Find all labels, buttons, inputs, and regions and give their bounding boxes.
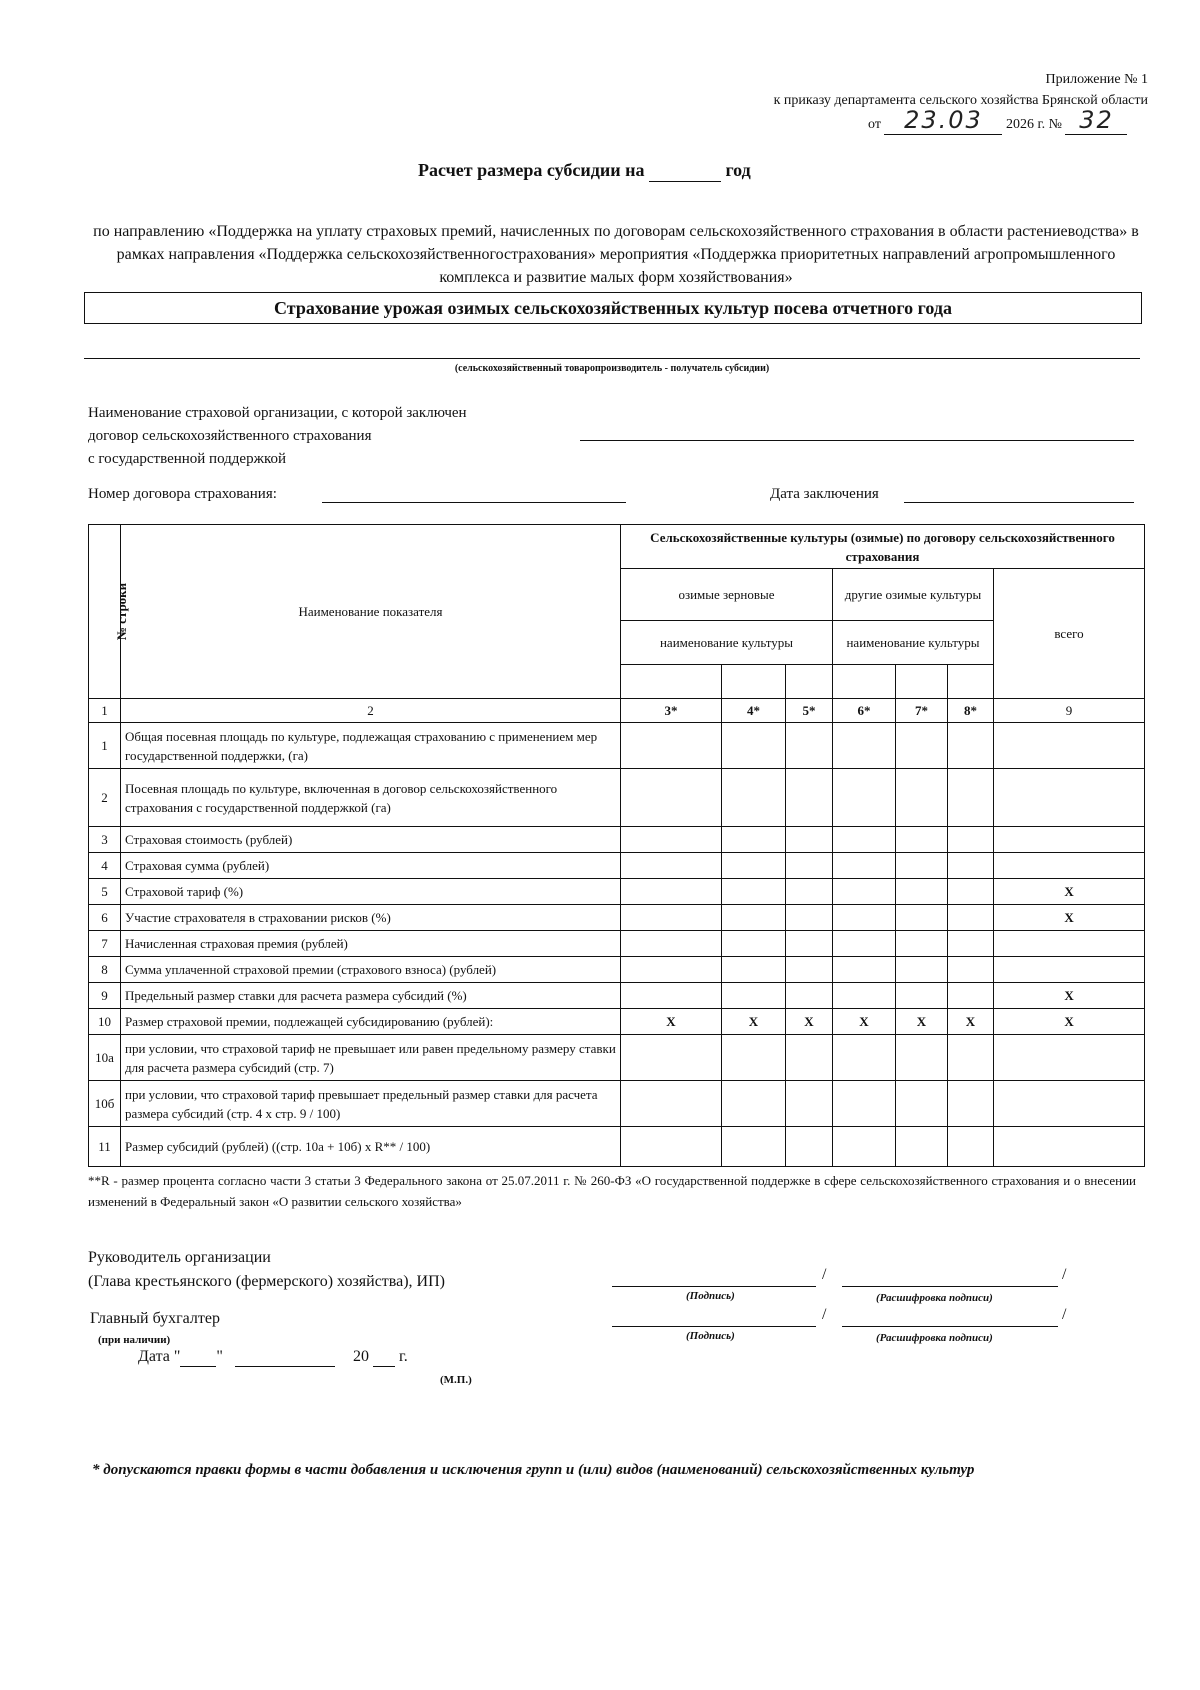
value-cell[interactable]: [621, 957, 722, 983]
row-indicator: при условии, что страховой тариф превышает предельный размер ставки для расчета размера субсидий (стр. 4 х стр. 9 / 100): [121, 1081, 621, 1127]
header-total: всего: [994, 569, 1145, 699]
value-cell[interactable]: [994, 723, 1145, 769]
table-row: [89, 1127, 1145, 1167]
value-cell[interactable]: [948, 983, 994, 1009]
producer-line: [84, 358, 1140, 359]
row-indicator: Размер субсидий (рублей) ((стр. 10а + 10б) х R** / 100): [121, 1127, 621, 1167]
accountant-sign-caption: (Подпись): [686, 1330, 735, 1342]
value-cell[interactable]: [786, 853, 833, 879]
header-crop-name-grain: наименование культуры: [621, 621, 833, 665]
row-number: 1: [89, 723, 121, 769]
value-cell[interactable]: [786, 769, 833, 827]
value-cell: Х: [786, 1009, 833, 1035]
insurer-name-field[interactable]: [580, 440, 1134, 441]
value-cell[interactable]: [833, 1081, 896, 1127]
value-cell[interactable]: [896, 905, 948, 931]
value-cell[interactable]: [833, 769, 896, 827]
value-cell[interactable]: [786, 723, 833, 769]
crop-name-cell[interactable]: [833, 665, 896, 699]
value-cell[interactable]: [994, 769, 1145, 827]
value-cell[interactable]: [786, 1127, 833, 1167]
value-cell[interactable]: [948, 1081, 994, 1127]
value-cell: Х: [994, 1009, 1145, 1035]
value-cell[interactable]: [833, 983, 896, 1009]
value-cell[interactable]: [833, 1127, 896, 1167]
table-row: [89, 1009, 1145, 1035]
value-cell[interactable]: [722, 769, 786, 827]
value-cell[interactable]: [896, 931, 948, 957]
value-cell[interactable]: [786, 983, 833, 1009]
value-cell[interactable]: [833, 853, 896, 879]
contract-number-field[interactable]: [322, 502, 626, 503]
value-cell[interactable]: [786, 957, 833, 983]
row-number: 9: [89, 983, 121, 1009]
row-indicator: Предельный размер ставки для расчета размера субсидий (%): [121, 983, 621, 1009]
header-crop-name-other: наименование культуры: [833, 621, 994, 665]
value-cell[interactable]: [948, 1035, 994, 1081]
row-number: 10: [89, 1009, 121, 1035]
table-row: [89, 983, 1145, 1009]
row-indicator: Размер страховой премии, подлежащей субсидированию (рублей):: [121, 1009, 621, 1035]
value-cell[interactable]: [948, 931, 994, 957]
value-cell: Х: [948, 1009, 994, 1035]
value-cell[interactable]: [621, 723, 722, 769]
date-line: Дата " " 20 г.: [138, 1348, 408, 1365]
table-row: [89, 769, 1145, 827]
date-day-field[interactable]: [180, 1348, 216, 1367]
row-number: 4: [89, 853, 121, 879]
if-any-caption: (при наличии): [98, 1334, 171, 1346]
value-cell[interactable]: [722, 931, 786, 957]
accountant-slash-end: /: [1062, 1306, 1067, 1323]
row-indicator: Участие страхователя в страховании рисков (%): [121, 905, 621, 931]
date-prefix: от: [868, 117, 881, 132]
crop-name-cell[interactable]: [786, 665, 833, 699]
value-cell[interactable]: [896, 983, 948, 1009]
value-cell[interactable]: [786, 931, 833, 957]
header-other-winter: другие озимые культуры: [833, 569, 994, 621]
contract-date-field[interactable]: [904, 502, 1134, 503]
value-cell[interactable]: [994, 1035, 1145, 1081]
year-blank: [649, 160, 721, 182]
table-row: [89, 853, 1145, 879]
row-indicator: Страховая стоимость (рублей): [121, 827, 621, 853]
crop-name-cell[interactable]: [896, 665, 948, 699]
row-number: 6: [89, 905, 121, 931]
head-signature-field[interactable]: [612, 1286, 816, 1287]
head-sign-caption: (Подпись): [686, 1290, 735, 1302]
table-row: [89, 1081, 1145, 1127]
value-cell[interactable]: [621, 905, 722, 931]
value-cell[interactable]: [948, 905, 994, 931]
value-cell: Х: [994, 905, 1145, 931]
value-cell[interactable]: [722, 905, 786, 931]
value-cell[interactable]: [621, 1127, 722, 1167]
header-indicator: Наименование показателя: [121, 525, 621, 699]
row-indicator: Начисленная страховая премия (рублей): [121, 931, 621, 957]
value-cell[interactable]: [722, 879, 786, 905]
table-row: [89, 931, 1145, 957]
value-cell[interactable]: [994, 827, 1145, 853]
head-decode-caption: (Расшифровка подписи): [876, 1292, 993, 1304]
row-number: 7: [89, 931, 121, 957]
footnote-r: **R - размер процента согласно части 3 статьи 3 Федерального закона от 25.07.2011 г. № 260-ФЗ «О государственной поддержке в сфере сельскохозяйственного страхования и о внесении изменений в Федеральный закон «О развитии сельского хозяйства»: [88, 1173, 1136, 1209]
value-cell[interactable]: [948, 827, 994, 853]
value-cell[interactable]: [833, 879, 896, 905]
value-cell[interactable]: [786, 1035, 833, 1081]
value-cell[interactable]: [896, 853, 948, 879]
value-cell[interactable]: [833, 1035, 896, 1081]
table-body: [89, 723, 1145, 1167]
stamp-placeholder: (М.П.): [440, 1374, 472, 1386]
row-number: 11: [89, 1127, 121, 1167]
value-cell[interactable]: [948, 853, 994, 879]
value-cell[interactable]: [896, 723, 948, 769]
row-indicator: Страховой тариф (%): [121, 879, 621, 905]
head-decode-field[interactable]: [842, 1286, 1058, 1287]
head-signatory: Руководитель организации (Глава крестьянского (фермерского) хозяйства), ИП): [88, 1249, 445, 1290]
value-cell: Х: [833, 1009, 896, 1035]
header-winter-grain: озимые зерновые: [621, 569, 833, 621]
head-slash-end: /: [1062, 1266, 1067, 1283]
value-cell[interactable]: [948, 957, 994, 983]
value-cell[interactable]: [722, 1081, 786, 1127]
subsidy-table: [88, 524, 1145, 1167]
date-month-field[interactable]: [235, 1348, 335, 1367]
value-cell[interactable]: [833, 905, 896, 931]
row-indicator: Посевная площадь по культуре, включенная в договор сельскохозяйственного страхования с государственной поддержкой (га): [121, 769, 621, 827]
row-number: 10а: [89, 1035, 121, 1081]
table-row: [89, 879, 1145, 905]
value-cell[interactable]: [833, 931, 896, 957]
value-cell[interactable]: [994, 931, 1145, 957]
order-reference: к приказу департамента сельского хозяйства Брянской области: [773, 93, 1148, 108]
appendix-label: Приложение № 1: [1045, 72, 1148, 87]
order-date-handwritten: 23.03: [884, 106, 1002, 135]
table-row: [89, 723, 1145, 769]
accountant-signature-field[interactable]: [612, 1326, 816, 1327]
title-prefix: Расчет размера субсидии на: [418, 160, 645, 180]
date-year-field[interactable]: [373, 1348, 395, 1367]
crop-name-cell[interactable]: [722, 665, 786, 699]
producer-caption: (сельскохозяйственный товаропроизводитель - получатель субсидии): [454, 363, 770, 374]
value-cell[interactable]: [994, 957, 1145, 983]
row-number: 3: [89, 827, 121, 853]
bottom-note: * допускаются правки формы в части добавления и исключения групп и (или) видов (наименований) сельскохозяйственных культур: [92, 1462, 975, 1478]
value-cell[interactable]: [896, 827, 948, 853]
value-cell[interactable]: [722, 723, 786, 769]
accountant-decode-caption: (Расшифровка подписи): [876, 1332, 993, 1344]
value-cell: Х: [722, 1009, 786, 1035]
value-cell[interactable]: [722, 853, 786, 879]
order-year: 2026 г. №: [1005, 117, 1062, 132]
row-indicator: при условии, что страховой тариф не превышает или равен предельному размеру ставки для расчета размера субсидий (стр. 7): [121, 1035, 621, 1081]
head-slash: /: [822, 1266, 827, 1283]
insurance-type-box: Страхование урожая озимых сельскохозяйственных культур посева отчетного года: [84, 292, 1142, 324]
order-number-handwritten: 32: [1065, 106, 1127, 135]
value-cell[interactable]: [722, 1127, 786, 1167]
value-cell[interactable]: [786, 1081, 833, 1127]
program-description: по направлению «Поддержка на уплату страховых премий, начисленных по договорам сельскохозяйственного страхования в области растениеводства» в рамках направления «Поддержка сельскохозяйственногострахования» мероприятия «Поддержка приоритетных направлений агропромышленного комплекса и развитие малых форм хозяйствования»: [93, 223, 1139, 286]
header-crops: Сельскохозяйственные культуры (озимые) по договору сельскохозяйственного страхования: [621, 525, 1145, 569]
value-cell[interactable]: [833, 827, 896, 853]
value-cell[interactable]: [833, 957, 896, 983]
crop-name-cell[interactable]: [948, 665, 994, 699]
value-cell[interactable]: [786, 879, 833, 905]
title-suffix: год: [725, 160, 751, 180]
contract-date-label: Дата заключения: [770, 486, 879, 502]
value-cell[interactable]: [948, 879, 994, 905]
insurer-label: Наименование страховой организации, с которой заключен договор сельскохозяйственного страхования с государственной поддержкой: [88, 405, 467, 467]
value-cell[interactable]: [896, 1127, 948, 1167]
value-cell: Х: [994, 983, 1145, 1009]
value-cell[interactable]: [896, 1081, 948, 1127]
table-row: [89, 905, 1145, 931]
value-cell[interactable]: [621, 769, 722, 827]
value-cell[interactable]: [621, 853, 722, 879]
table-row: [89, 957, 1145, 983]
accountant-slash: /: [822, 1306, 827, 1323]
value-cell[interactable]: [786, 905, 833, 931]
value-cell[interactable]: [621, 1081, 722, 1127]
accountant-decode-field[interactable]: [842, 1326, 1058, 1327]
value-cell[interactable]: [896, 957, 948, 983]
value-cell[interactable]: [948, 1127, 994, 1167]
value-cell[interactable]: [722, 983, 786, 1009]
value-cell: Х: [994, 879, 1145, 905]
chief-accountant-label: Главный бухгалтер: [90, 1310, 220, 1327]
value-cell[interactable]: [994, 853, 1145, 879]
table-row: [89, 1035, 1145, 1081]
crop-name-cell[interactable]: [621, 665, 722, 699]
order-date-line: [868, 106, 1127, 135]
row-indicator: Сумма уплаченной страховой премии (страхового взноса) (рублей): [121, 957, 621, 983]
row-indicator: Страховая сумма (рублей): [121, 853, 621, 879]
value-cell[interactable]: [833, 723, 896, 769]
row-number: 10б: [89, 1081, 121, 1127]
value-cell[interactable]: [786, 827, 833, 853]
row-indicator: Общая посевная площадь по культуре, подлежащая страхованию с применением мер государственной поддержки, (га): [121, 723, 621, 769]
value-cell: Х: [896, 1009, 948, 1035]
value-cell[interactable]: [722, 957, 786, 983]
value-cell[interactable]: [896, 879, 948, 905]
value-cell[interactable]: [722, 1035, 786, 1081]
column-number-row: 1 2 3* 4* 5* 6* 7* 8* 9: [89, 699, 1145, 723]
row-number: 5: [89, 879, 121, 905]
value-cell[interactable]: [896, 769, 948, 827]
value-cell[interactable]: [621, 983, 722, 1009]
value-cell[interactable]: [994, 1081, 1145, 1127]
contract-number-label: Номер договора страхования:: [88, 486, 277, 502]
value-cell[interactable]: [621, 931, 722, 957]
value-cell[interactable]: [621, 879, 722, 905]
value-cell: Х: [621, 1009, 722, 1035]
row-number: 2: [89, 769, 121, 827]
value-cell[interactable]: [896, 1035, 948, 1081]
value-cell[interactable]: [722, 827, 786, 853]
row-number: 8: [89, 957, 121, 983]
value-cell[interactable]: [948, 723, 994, 769]
value-cell[interactable]: [994, 1127, 1145, 1167]
document-title: [418, 160, 751, 182]
value-cell[interactable]: [948, 769, 994, 827]
header-row-number: № строки: [89, 525, 121, 699]
table-row: [89, 827, 1145, 853]
value-cell[interactable]: [621, 1035, 722, 1081]
value-cell[interactable]: [621, 827, 722, 853]
